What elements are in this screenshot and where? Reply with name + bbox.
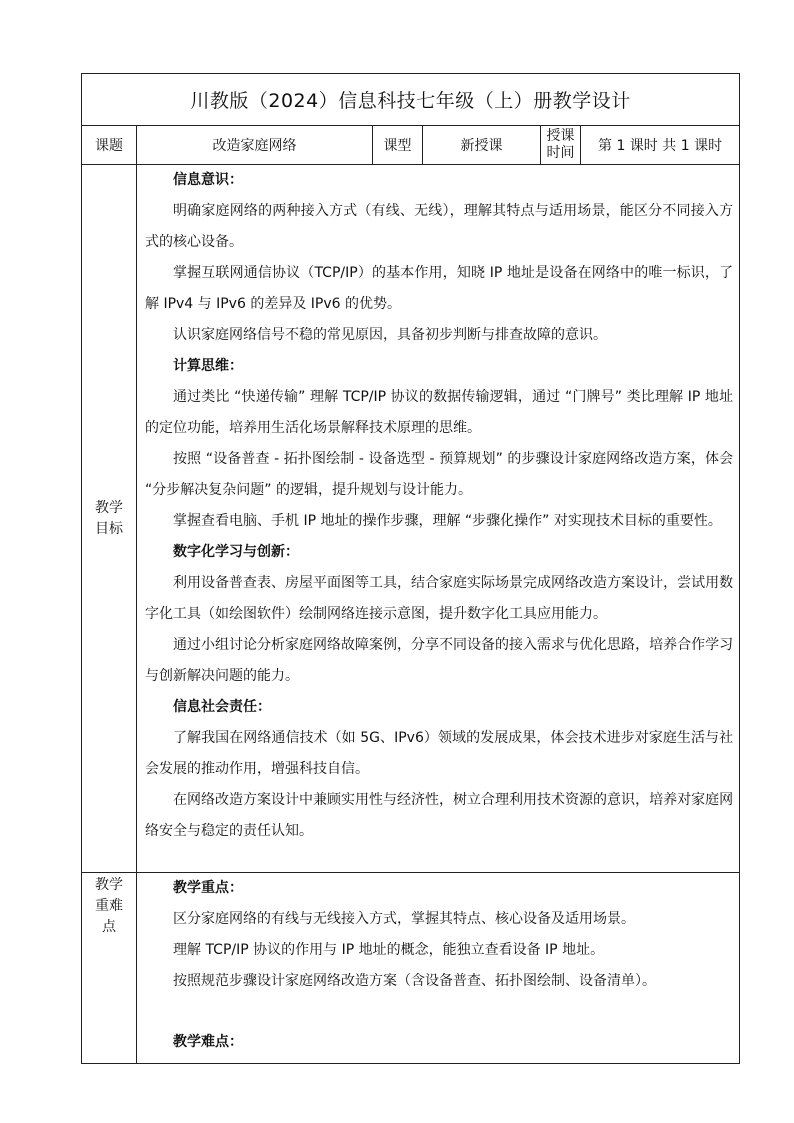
paragraph: 通过类比 “快递传输” 理解 TCP/IP 协议的数据传输逻辑，通过 “门牌号” 类比理解 IP 地址的定位功能，培养用生活化场景解释技术原理的思维。: [145, 389, 734, 436]
key-points-label-line3: 点: [102, 919, 116, 935]
paragraph: 明确家庭网络的两种接入方式（有线、无线），理解其特点与适用场景，能区分不同接入方式的核心设备。: [145, 203, 734, 250]
paragraph: 按照规范步骤设计家庭网络改造方案（含设备普查、拓扑图绘制、设备清单）。: [173, 973, 656, 989]
time-label-line2: 时间: [546, 145, 575, 161]
paragraph: 利用设备普查表、房屋平面图等工具，结合家庭实际场景完成网络改造方案设计，尝试用数字化工具（如绘图软件）绘制网络连接示意图，提升数字化工具应用能力。: [145, 575, 734, 622]
time-value: 第 1 课时 共 1 课时: [581, 126, 740, 165]
key-points-label-line2: 重难: [95, 898, 123, 914]
key-points-label: [82, 873, 137, 1064]
paragraph: 了解我国在网络通信技术（如 5G、IPv6）领域的发展成果，体会技术进步对家庭生活与社会发展的推动作用，增强科技自信。: [145, 730, 734, 777]
paragraph: 理解 TCP/IP 协议的作用与 IP 地址的概念，能独立查看设备 IP 地址。: [173, 942, 605, 958]
objectives-label-line2: 目标: [95, 520, 123, 537]
section-heading: 信息社会责任：: [173, 699, 271, 715]
objectives-content: [137, 165, 740, 873]
difficulty-heading: 教学难点：: [173, 1034, 243, 1050]
objectives-label: [82, 165, 137, 873]
topic-value: 改造家庭网络: [137, 126, 373, 165]
key-points-content: [137, 873, 740, 1064]
section-heading: 数字化学习与创新：: [173, 544, 299, 560]
section-heading: 计算思维：: [173, 358, 243, 374]
paragraph: 在网络改造方案设计中兼顾实用性与经济性，树立合理利用技术资源的意识，培养对家庭网络安全与稳定的责任认知。: [145, 792, 734, 839]
paragraph: 按照 “设备普查 - 拓扑图绘制 - 设备选型 - 预算规划” 的步骤设计家庭网络改造方案，体会 “分步解决复杂问题” 的逻辑，提升规划与设计能力。: [145, 451, 734, 498]
objectives-label-line1: 教学: [95, 499, 123, 516]
type-label: 课型: [373, 126, 423, 165]
topic-label: 课题: [82, 126, 137, 165]
type-value: 新授课: [423, 126, 541, 165]
section-heading: 信息意识：: [173, 172, 243, 188]
paragraph: 掌握互联网通信协议（TCP/IP）的基本作用，知晓 IP 地址是设备在网络中的唯一标识，了解 IPv4 与 IPv6 的差异及 IPv6 的优势。: [145, 265, 734, 312]
time-label-line1: 授课: [546, 128, 575, 144]
blank-spacer: [145, 997, 733, 1027]
document-title: 川教版（2024）信息科技七年级（上）册教学设计: [82, 74, 740, 126]
paragraph: 掌握查看电脑、手机 IP 地址的操作步骤，理解 “步骤化操作” 对实现技术目标的重要性。: [173, 513, 722, 529]
paragraph: 通过小组讨论分析家庭网络故障案例，分享不同设备的接入需求与优化思路，培养合作学习与创新解决问题的能力。: [145, 637, 734, 684]
lesson-plan-table: [81, 73, 740, 1064]
paragraph: 区分家庭网络的有线与无线接入方式，掌握其特点、核心设备及适用场景。: [173, 911, 635, 927]
paragraph: 认识家庭网络信号不稳的常见原因，具备初步判断与排查故障的意识。: [173, 327, 607, 343]
time-label: [541, 126, 581, 165]
key-points-label-line1: 教学: [95, 877, 123, 893]
key-heading: 教学重点：: [173, 880, 243, 896]
